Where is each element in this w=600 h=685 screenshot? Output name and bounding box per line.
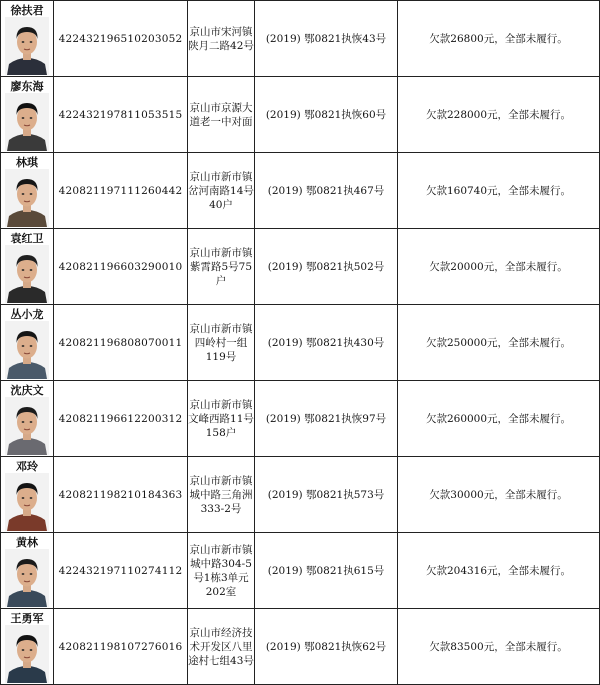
person-name: 沈庆文 <box>10 384 44 397</box>
id-number: 422432196510203052 <box>54 1 188 77</box>
debt-description: 欠款83500元，全部未履行。 <box>398 609 600 685</box>
person-name: 袁红卫 <box>10 232 44 245</box>
portrait-photo <box>5 397 49 455</box>
case-number: (2019) 鄂0821执502号 <box>255 229 398 305</box>
case-number: (2019) 鄂0821执恢62号 <box>255 609 398 685</box>
table-row <box>1 305 600 381</box>
id-number: 420821198107276016 <box>54 609 188 685</box>
table-row <box>1 153 600 229</box>
portrait-photo <box>5 625 49 683</box>
case-number: (2019) 鄂0821执615号 <box>255 533 398 609</box>
case-number: (2019) 鄂0821执恢60号 <box>255 77 398 153</box>
photo-cell <box>1 77 54 153</box>
portrait-photo <box>5 17 49 75</box>
debt-description: 欠款20000元，全部未履行。 <box>398 229 600 305</box>
photo-cell <box>1 1 54 77</box>
address: 京山市新市镇岔河南路14号40户 <box>188 153 255 229</box>
id-number: 420821196603290010 <box>54 229 188 305</box>
person-name: 林琪 <box>16 156 38 169</box>
debt-description: 欠款260000元，全部未履行。 <box>398 381 600 457</box>
address: 京山市新市镇城中路304-5号1栋3单元202室 <box>188 533 255 609</box>
person-name: 徐扶君 <box>10 4 44 17</box>
debt-description: 欠款250000元，全部未履行。 <box>398 305 600 381</box>
id-number: 420821196808070011 <box>54 305 188 381</box>
person-name: 丛小龙 <box>10 308 44 321</box>
address: 京山市宋河镇陕月二路42号 <box>188 1 255 77</box>
photo-cell <box>1 305 54 381</box>
portrait-photo <box>5 321 49 379</box>
address: 京山市新市镇四岭村一组119号 <box>188 305 255 381</box>
table-row <box>1 1 600 77</box>
portrait-photo <box>5 169 49 227</box>
person-name: 王勇军 <box>10 612 44 625</box>
debt-description: 欠款228000元，全部未履行。 <box>398 77 600 153</box>
portrait-photo <box>5 473 49 531</box>
case-number: (2019) 鄂0821执恢97号 <box>255 381 398 457</box>
table-row <box>1 609 600 685</box>
debt-description: 欠款204316元，全部未履行。 <box>398 533 600 609</box>
address: 京山市新市镇城中路三角洲333-2号 <box>188 457 255 533</box>
photo-cell <box>1 381 54 457</box>
portrait-photo <box>5 245 49 303</box>
case-number: (2019) 鄂0821执573号 <box>255 457 398 533</box>
person-name: 黄林 <box>16 536 38 549</box>
photo-cell <box>1 609 54 685</box>
person-name: 邓玲 <box>16 460 38 473</box>
id-number: 420821197111260442 <box>54 153 188 229</box>
table-row <box>1 77 600 153</box>
case-number: (2019) 鄂0821执430号 <box>255 305 398 381</box>
address: 京山市新市镇文峰西路11号158户 <box>188 381 255 457</box>
case-number: (2019) 鄂0821执467号 <box>255 153 398 229</box>
debt-description: 欠款30000元，全部未履行。 <box>398 457 600 533</box>
table-row <box>1 457 600 533</box>
id-number: 420821198210184363 <box>54 457 188 533</box>
case-number: (2019) 鄂0821执恢43号 <box>255 1 398 77</box>
id-number: 422432197811053515 <box>54 77 188 153</box>
portrait-photo <box>5 93 49 151</box>
table-row <box>1 533 600 609</box>
portrait-photo <box>5 549 49 607</box>
debtor-table-body <box>1 1 600 685</box>
photo-cell <box>1 153 54 229</box>
debt-description: 欠款160740元，全部未履行。 <box>398 153 600 229</box>
id-number: 420821196612200312 <box>54 381 188 457</box>
table-row <box>1 229 600 305</box>
address: 京山市新市镇紫霄路5号75户 <box>188 229 255 305</box>
person-name: 廖东海 <box>10 80 44 93</box>
photo-cell <box>1 533 54 609</box>
address: 京山市京源大道老一中对面 <box>188 77 255 153</box>
photo-cell <box>1 457 54 533</box>
table-row <box>1 381 600 457</box>
id-number: 422432197110274112 <box>54 533 188 609</box>
photo-cell <box>1 229 54 305</box>
debt-description: 欠款26800元，全部未履行。 <box>398 1 600 77</box>
address: 京山市经济技术开发区八里途村七组43号 <box>188 609 255 685</box>
